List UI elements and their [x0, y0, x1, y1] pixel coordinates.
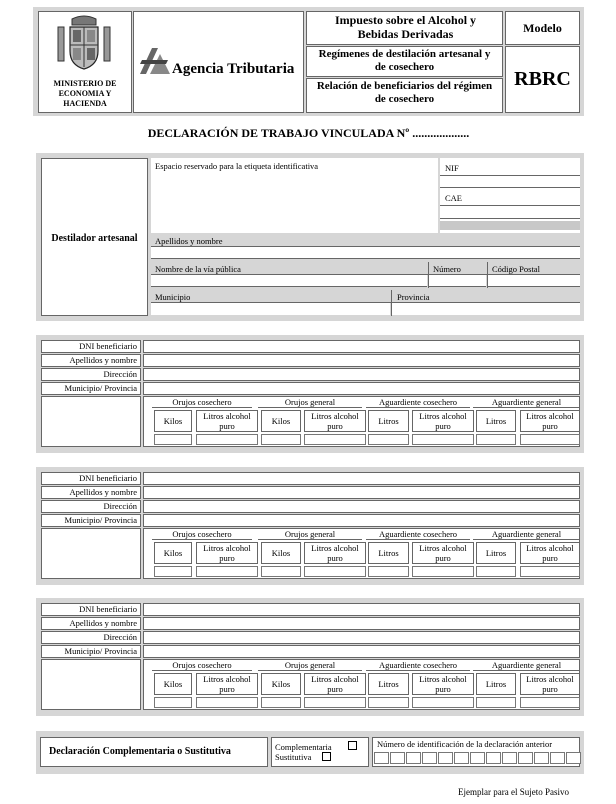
sub-header: Kilos	[163, 548, 183, 558]
quantity-field[interactable]	[261, 566, 301, 577]
surname-name-label: Apellidos y nombre	[69, 618, 137, 628]
beneficiary-input-surname-name[interactable]	[143, 486, 580, 499]
previous-declaration-label: Número de identificación de la declaración anterior	[377, 739, 553, 749]
quantity-field[interactable]	[196, 434, 258, 445]
province-label: Provincia	[397, 292, 430, 302]
address-label: Dirección	[103, 501, 137, 511]
group-underline	[152, 539, 252, 540]
previous-declaration-digit[interactable]	[550, 752, 565, 764]
previous-declaration-digit[interactable]	[502, 752, 517, 764]
group-header: Orujos general	[284, 397, 336, 407]
quantity-field[interactable]	[154, 566, 192, 577]
cae-line	[440, 205, 580, 206]
street-field[interactable]	[151, 275, 427, 287]
sub-header: Litros alcohol puro	[311, 543, 359, 563]
group-header: Aguardiente cosechero	[378, 660, 458, 670]
quantity-field[interactable]	[196, 697, 258, 708]
beneficiary-input-municipality-province[interactable]	[143, 645, 580, 658]
distiller-section-label: Destilador artesanal	[51, 233, 138, 244]
sub-header: Litros alcohol puro	[526, 411, 574, 431]
group-underline	[473, 539, 580, 540]
nif-line	[440, 175, 580, 176]
postal-code-field[interactable]	[488, 275, 580, 287]
dni-label: DNI beneficiario	[79, 604, 137, 614]
agency-logo-icon	[138, 46, 172, 76]
municipality-field[interactable]	[151, 303, 390, 315]
sub-header: Litros	[485, 548, 507, 558]
group-header: Aguardiente general	[491, 529, 562, 539]
quantity-field[interactable]	[154, 697, 192, 708]
sub-header: Litros	[378, 416, 399, 426]
group-underline	[258, 407, 362, 408]
municipality-province-label: Municipio/ Provincia	[64, 515, 137, 525]
quantity-field[interactable]	[261, 697, 301, 708]
address-label: Dirección	[103, 632, 137, 642]
previous-declaration-digit[interactable]	[374, 752, 389, 764]
group-header: Orujos general	[284, 660, 336, 670]
group-underline	[258, 670, 362, 671]
surname-name-field[interactable]	[151, 247, 580, 259]
sub-header: Kilos	[163, 416, 183, 426]
beneficiary-input-dni[interactable]	[143, 340, 580, 353]
group-header: Orujos cosechero	[172, 660, 232, 670]
label-area-caption: Espacio reservado para la etiqueta identificativa	[155, 161, 319, 171]
sub-header: Litros alcohol puro	[419, 411, 467, 431]
declaration-title: DECLARACIÓN DE TRABAJO VINCULADA Nº ...................	[147, 126, 470, 140]
municipality-label: Municipio	[155, 292, 191, 302]
quantity-field[interactable]	[368, 697, 409, 708]
previous-declaration-digit[interactable]	[566, 752, 581, 764]
beneficiary-input-address[interactable]	[143, 631, 580, 644]
columns-left-cell	[41, 396, 141, 447]
quantity-field[interactable]	[304, 566, 366, 577]
previous-declaration-digit[interactable]	[470, 752, 485, 764]
sustitutiva-checkbox[interactable]	[322, 752, 331, 761]
quantity-field[interactable]	[520, 697, 580, 708]
quantity-field[interactable]	[476, 697, 516, 708]
beneficiary-input-municipality-province[interactable]	[143, 514, 580, 527]
sustitutiva-label: Sustitutiva	[275, 752, 312, 762]
quantity-field[interactable]	[304, 434, 366, 445]
sub-header: Litros alcohol puro	[526, 543, 574, 563]
complementaria-label: Complementaria	[275, 742, 332, 752]
sub-header: Litros alcohol puro	[526, 674, 574, 694]
quantity-field[interactable]	[412, 566, 474, 577]
dni-label: DNI beneficiario	[79, 473, 137, 483]
group-header: Aguardiente general	[491, 660, 562, 670]
sub-header: Litros alcohol puro	[419, 543, 467, 563]
group-underline	[152, 407, 252, 408]
beneficiary-input-address[interactable]	[143, 368, 580, 381]
previous-declaration-digit[interactable]	[438, 752, 453, 764]
dni-label: DNI beneficiario	[79, 341, 137, 351]
group-header: Aguardiente general	[491, 397, 562, 407]
sub-header: Litros alcohol puro	[203, 411, 251, 431]
quantity-field[interactable]	[154, 434, 192, 445]
quantity-field[interactable]	[412, 697, 474, 708]
sub-header: Kilos	[271, 416, 291, 426]
beneficiary-input-surname-name[interactable]	[143, 617, 580, 630]
copy-note: Ejemplar para el Sujeto Pasivo	[458, 787, 569, 797]
number-field[interactable]	[429, 275, 486, 287]
quantity-field[interactable]	[476, 434, 516, 445]
group-underline	[473, 407, 580, 408]
group-header: Orujos general	[284, 529, 336, 539]
province-field[interactable]	[392, 303, 580, 315]
surname-name-label: Apellidos y nombre	[69, 487, 137, 497]
group-underline	[152, 670, 252, 671]
municipality-province-label: Municipio/ Provincia	[64, 646, 137, 656]
modelo-label: Modelo	[523, 21, 562, 35]
tax-title: Impuesto sobre el Alcohol y Bebidas Derivadas	[334, 13, 477, 41]
ministry-name: MINISTERIO DE ECONOMIA Y HACIENDA	[53, 79, 117, 108]
complementary-section-label: Declaración Complementaria o Sustitutiva	[49, 746, 231, 757]
quantity-field[interactable]	[520, 566, 580, 577]
quantity-field[interactable]	[304, 697, 366, 708]
sub-header: Litros	[485, 679, 507, 689]
group-underline	[366, 407, 470, 408]
quantity-field[interactable]	[520, 434, 580, 445]
group-header: Aguardiente cosechero	[378, 397, 458, 407]
beneficiary-input-municipality-province[interactable]	[143, 382, 580, 395]
quantity-field[interactable]	[476, 566, 516, 577]
group-underline	[258, 539, 362, 540]
group-header: Orujos cosechero	[172, 529, 232, 539]
complementaria-checkbox[interactable]	[348, 741, 357, 750]
previous-declaration-digit[interactable]	[454, 752, 469, 764]
sub-header: Kilos	[271, 548, 291, 558]
sub-header: Litros alcohol puro	[311, 674, 359, 694]
surname-name-label: Apellidos y nombre	[155, 236, 223, 246]
previous-declaration-digit[interactable]	[518, 752, 533, 764]
relation-title: Relación de beneficiarios del régimen de cosechero	[316, 80, 493, 105]
cae-line2	[440, 218, 580, 219]
coat-of-arms-icon	[56, 13, 112, 73]
sub-header: Litros alcohol puro	[419, 674, 467, 694]
sub-header: Litros alcohol puro	[311, 411, 359, 431]
number-label: Número	[433, 264, 461, 274]
previous-declaration-digit[interactable]	[390, 752, 405, 764]
sub-header: Kilos	[163, 679, 183, 689]
previous-declaration-digit[interactable]	[422, 752, 437, 764]
municipality-province-label: Municipio/ Provincia	[64, 383, 137, 393]
quantity-field[interactable]	[412, 434, 474, 445]
modelo-code: RBRC	[514, 68, 571, 90]
regime-title: Regímenes de destilación artesanal y de cosechero	[318, 48, 491, 73]
agency-name: Agencia Tributaria	[172, 61, 295, 77]
sub-header: Litros	[378, 548, 399, 558]
previous-declaration-digit[interactable]	[534, 752, 549, 764]
postal-code-label: Código Postal	[492, 264, 540, 274]
quantity-field[interactable]	[261, 434, 301, 445]
address-label: Dirección	[103, 369, 137, 379]
sub-header: Litros alcohol puro	[203, 543, 251, 563]
nif-line2	[440, 187, 580, 188]
columns-left-cell	[41, 528, 141, 579]
street-label: Nombre de la vía pública	[155, 264, 241, 274]
group-underline	[366, 670, 470, 671]
columns-left-cell	[41, 659, 141, 710]
beneficiary-input-dni[interactable]	[143, 603, 580, 616]
group-header: Orujos cosechero	[172, 397, 232, 407]
previous-declaration-digit[interactable]	[406, 752, 421, 764]
sub-header: Kilos	[271, 679, 291, 689]
sub-header: Litros	[378, 679, 399, 689]
group-header: Aguardiente cosechero	[378, 529, 458, 539]
group-underline	[473, 670, 580, 671]
sub-header: Litros	[485, 416, 507, 426]
beneficiary-input-address[interactable]	[143, 500, 580, 513]
nif-label: NIF	[445, 163, 459, 173]
quantity-field[interactable]	[368, 566, 409, 577]
quantity-field[interactable]	[368, 434, 409, 445]
group-underline	[366, 539, 470, 540]
beneficiary-input-surname-name[interactable]	[143, 354, 580, 367]
cae-label: CAE	[445, 193, 462, 203]
quantity-field[interactable]	[196, 566, 258, 577]
surname-name-label: Apellidos y nombre	[69, 355, 137, 365]
sub-header: Litros alcohol puro	[203, 674, 251, 694]
cae-gray-strip	[440, 221, 580, 230]
beneficiary-input-dni[interactable]	[143, 472, 580, 485]
previous-declaration-digit[interactable]	[486, 752, 501, 764]
